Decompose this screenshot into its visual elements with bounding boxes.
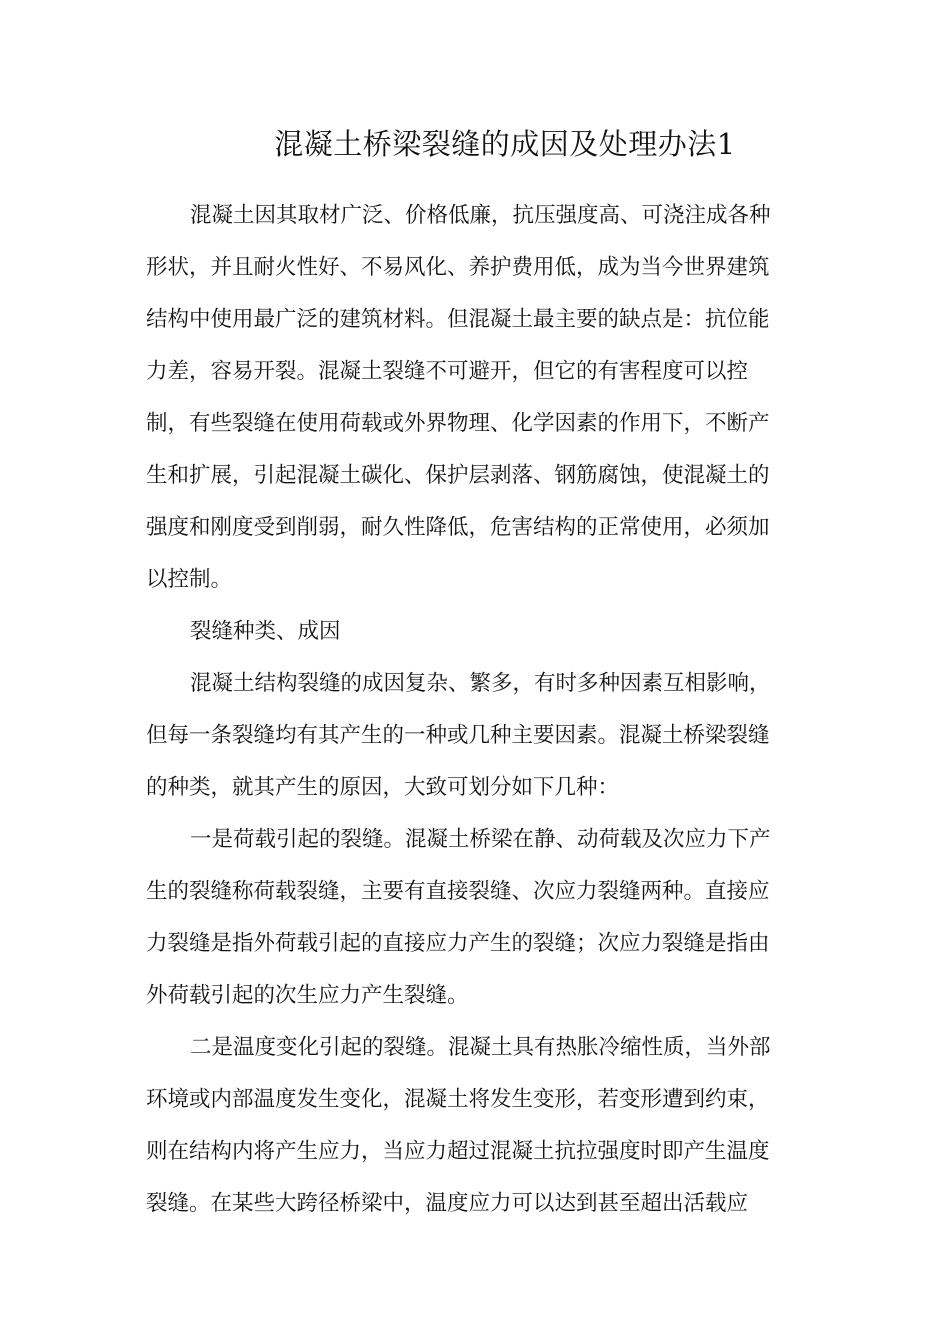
paragraph-line: 的种类，就其产生的原因，大致可划分如下几种：	[146, 775, 620, 800]
paragraph-line: 但每一条裂缝均有其产生的一种或几种主要因素。混凝土桥梁裂缝	[146, 723, 770, 748]
paragraph-line: 则在结构内将产生应力，当应力超过混凝土抗拉强度时即产生温度	[146, 1139, 770, 1164]
paragraph-line: 环境或内部温度发生变化，混凝土将发生变形，若变形遭到约束，	[146, 1087, 770, 1112]
paragraph-line: 强度和刚度受到削弱，耐久性降低，危害结构的正常使用，必须加	[146, 515, 770, 540]
paragraph-line: 力裂缝是指外荷载引起的直接应力产生的裂缝；次应力裂缝是指由	[146, 931, 770, 956]
paragraph-line: 外荷载引起的次生应力产生裂缝。	[146, 983, 469, 1008]
document-body	[146, 190, 796, 1230]
section-heading: 裂缝种类、成因	[190, 619, 341, 644]
paragraph-line: 一是荷载引起的裂缝。混凝土桥梁在静、动荷载及次应力下产	[190, 827, 771, 852]
paragraph-line: 以控制。	[146, 567, 233, 592]
paragraph-line: 制，有些裂缝在使用荷载或外界物理、化学因素的作用下，不断产	[146, 411, 770, 436]
paragraph-line: 裂缝。在某些大跨径桥梁中，温度应力可以达到甚至超出活载应	[146, 1191, 749, 1216]
paragraph-line: 生的裂缝称荷载裂缝，主要有直接裂缝、次应力裂缝两种。直接应	[146, 879, 770, 904]
paragraph-line: 混凝土因其取材广泛、价格低廉，抗压强度高、可浇注成各种	[190, 203, 771, 228]
document-title: 混凝土桥梁裂缝的成因及处理办法1	[274, 127, 736, 161]
paragraph-line: 力差，容易开裂。混凝土裂缝不可避开，但它的有害程度可以控	[146, 359, 749, 384]
paragraph-line: 结构中使用最广泛的建筑材料。但混凝土最主要的缺点是：抗位能	[146, 307, 770, 332]
paragraph-line: 生和扩展，引起混凝土碳化、保护层剥落、钢筋腐蚀，使混凝土的	[146, 463, 770, 488]
paragraph-line: 二是温度变化引起的裂缝。混凝土具有热胀冷缩性质，当外部	[190, 1035, 771, 1060]
paragraph-line: 混凝土结构裂缝的成因复杂、繁多，有时多种因素互相影响，	[190, 671, 771, 696]
paragraph-line: 形状，并且耐火性好、不易风化、养护费用低，成为当今世界建筑	[146, 255, 770, 280]
